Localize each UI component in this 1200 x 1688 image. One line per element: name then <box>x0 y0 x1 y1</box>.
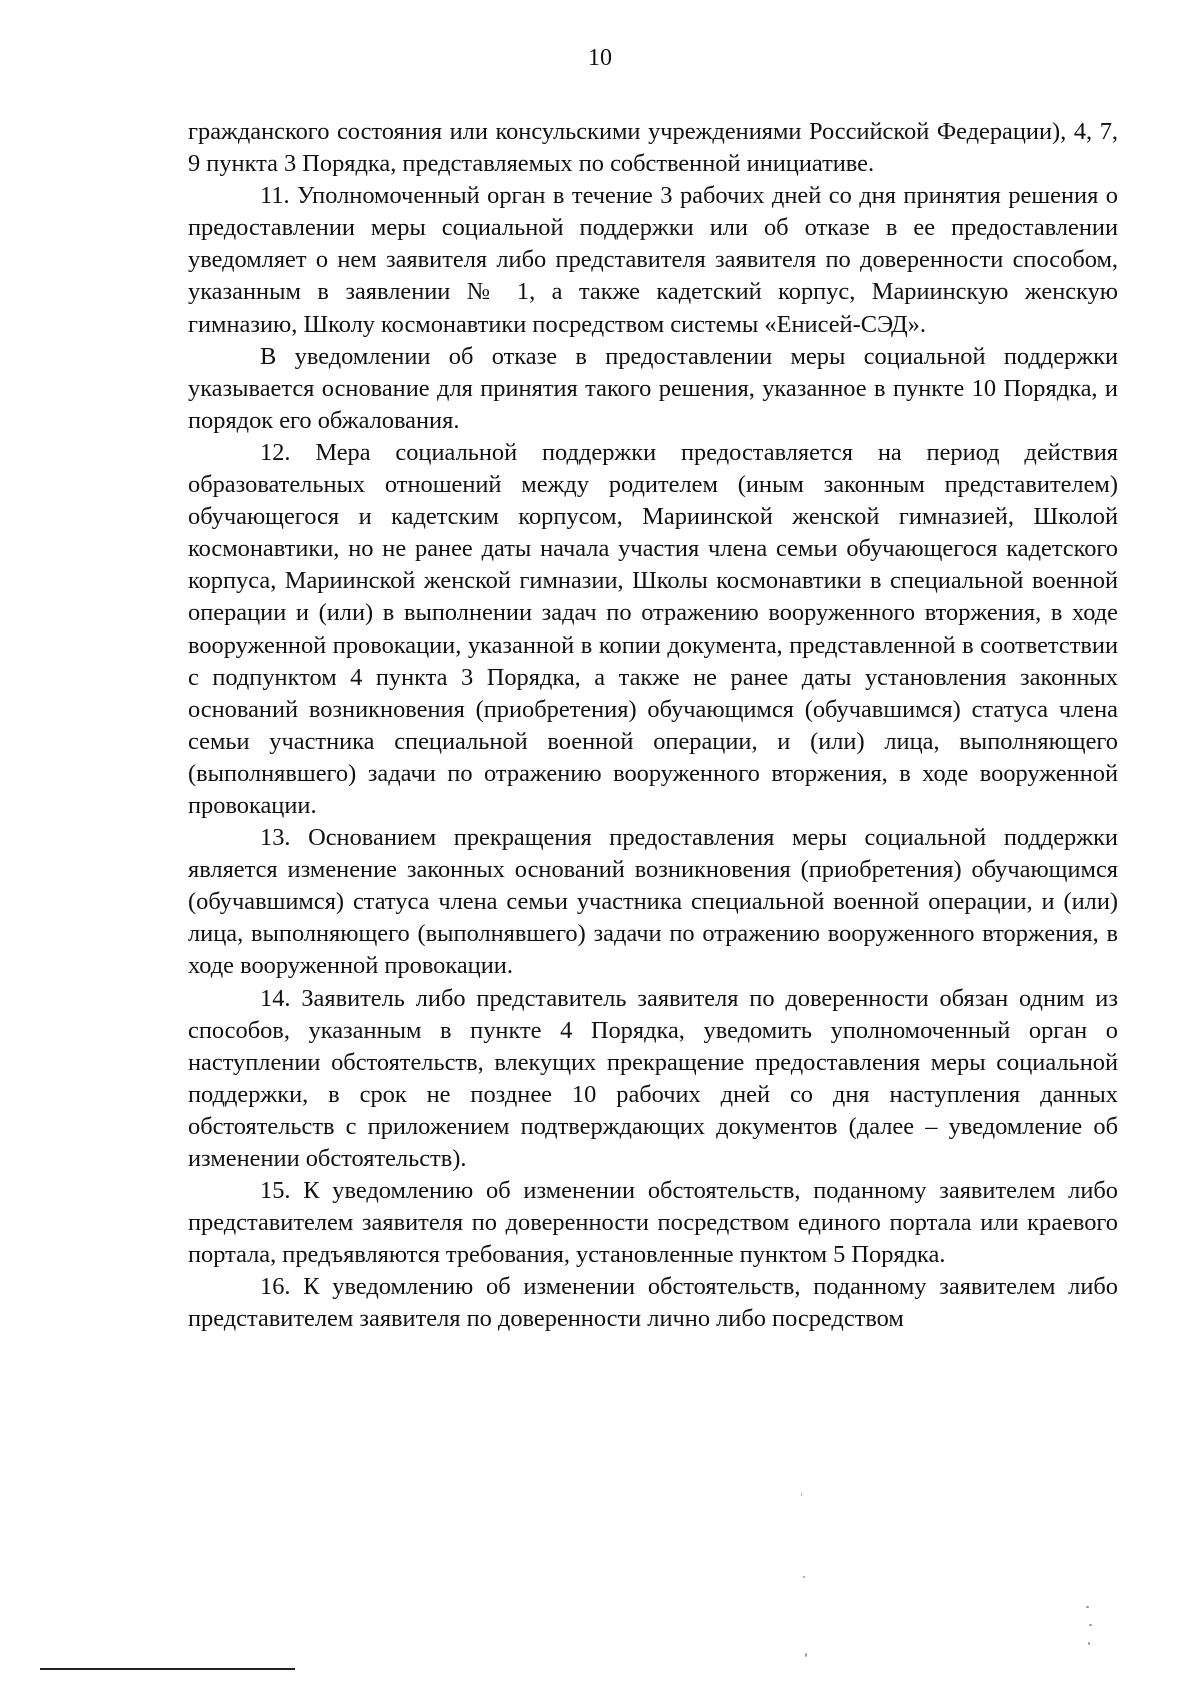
paragraph-refusal-notice: В уведомлении об отказе в предоставлении меры социальной поддержки указывается основание для принятия такого решения, указанное в пункте 10 Порядка, и порядок его обжалования. <box>188 342 1118 434</box>
scan-speck <box>803 1576 805 1578</box>
scan-speck <box>801 1493 802 1496</box>
page-number: 10 <box>588 45 612 71</box>
paragraph-item-16: 16. К уведомлению об изменении обстоятельств, поданному заявителем либо представителем заявителя по доверенности лично либо посредством <box>188 1273 1118 1333</box>
paragraph-item-15: 15. К уведомлению об изменении обстоятельств, поданному заявителем либо представителем заявителя по доверенности посредством единого портала или краевого портала, предъявляются требования, установленные пунктом 5 Порядка. <box>188 1177 1118 1269</box>
document-body <box>188 116 1118 1336</box>
scan-speck <box>1089 1624 1092 1626</box>
paragraph-continuation: гражданского состояния или консульскими учреждениями Российской Федерации), 4, 7, 9 пункта 3 Порядка, представляемых по собственной инициативе. <box>188 118 1118 178</box>
paragraph-item-11: 11. Уполномоченный орган в течение 3 рабочих дней со дня принятия решения о предоставлении меры социальной поддержки или об отказе в ее предоставлении уведомляет о нем заявителя либо представителя заявителя по доверенности способом, указанным в заявлении № 1, а также кадетский корпус, Мариинскую женскую гимназию, Школу космонавтики посредством системы «Енисей-СЭД». <box>188 182 1118 338</box>
scan-speck <box>1086 1606 1089 1608</box>
paragraph-item-13: 13. Основанием прекращения предоставления меры социальной поддержки является изменение законных оснований возникновения (приобретения) обучающимся (обучавшимся) статуса члена семьи участника специальной военной операции, и (или) лица, выполняющего (выполнявшего) задачи по отражению вооруженного вторжения, в ходе вооруженной провокации. <box>188 824 1118 980</box>
footnote-rule <box>40 1668 295 1670</box>
scan-speck <box>805 1653 807 1657</box>
scan-speck <box>1088 1642 1090 1645</box>
paragraph-item-14: 14. Заявитель либо представитель заявителя по доверенности обязан одним из способов, указанным в пункте 4 Порядка, уведомить уполномоченный орган о наступлении обстоятельств, влекущих прекращение предоставления меры социальной поддержки, в срок не позднее 10 рабочих дней со дня наступления данных обстоятельств с приложением подтверждающих документов (далее – уведомление об изменении обстоятельств). <box>188 984 1118 1172</box>
paragraph-item-12: 12. Мера социальной поддержки предоставляется на период действия образовательных отношений между родителем (иным законным представителем) обучающегося и кадетским корпусом, Мариинской женской гимназией, Школой космонавтики, но не ранее даты начала участия члена семьи обучающегося кадетского корпуса, Мариинской женской гимназии, Школы космонавтики в специальной военной операции и (или) в выполнении задач по отражению вооруженного вторжения, в ходе вооруженной провокации, указанной в копии документа, представленной в соответствии с подпунктом 4 пункта 3 Порядка, а также не ранее даты установления законных оснований возникновения (приобретения) обучающимся (обучавшимся) статуса члена семьи участника специальной военной операции, и (или) лица, выполняющего (выполнявшего) задачи по отражению вооруженного вторжения, в ходе вооруженной провокации. <box>188 438 1118 819</box>
